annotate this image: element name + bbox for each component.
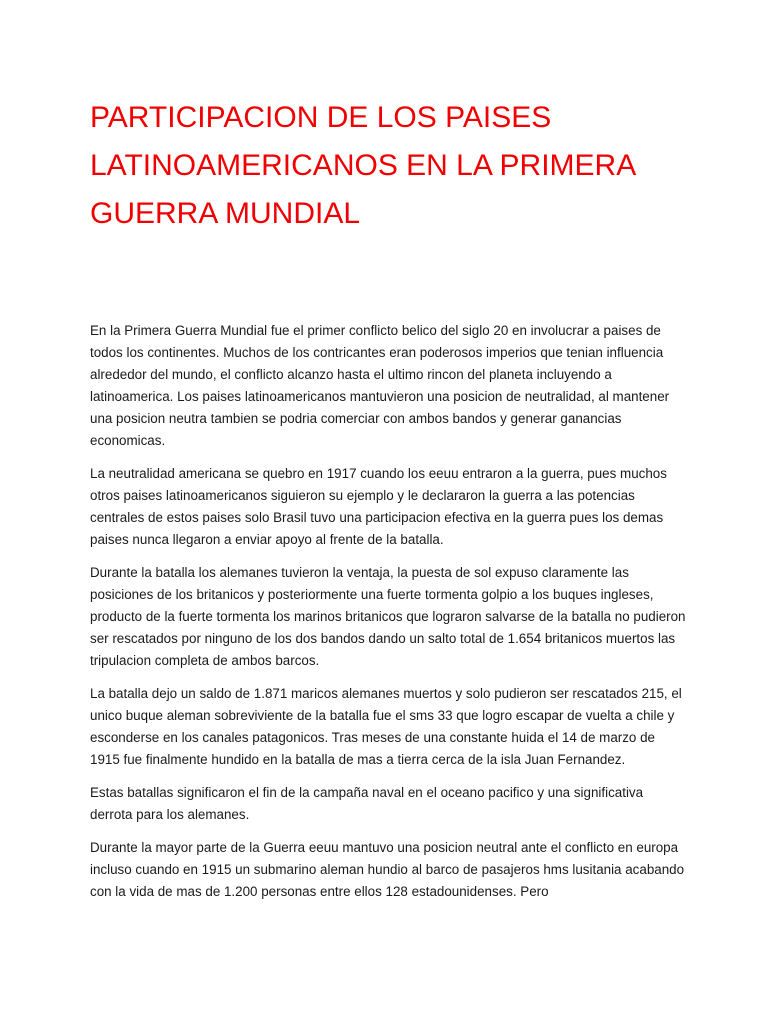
document-title: PARTICIPACION DE LOS PAISES LATINOAMERICANOS EN LA PRIMERA GUERRA MUNDIAL bbox=[90, 101, 635, 230]
document-body bbox=[90, 320, 688, 914]
paragraph: Durante la batalla los alemanes tuvieron la ventaja, la puesta de sol expuso claramente las posiciones de los britanicos y posteriormente una fuerte tormenta golpio a los buques ingleses, producto de la fuerte tormenta los marinos britanicos que lograron salvarse de la batalla no pudieron ser rescatados por ninguno de los dos bandos dando un salto total de 1.654 britanicos muertos las tripulacion completa de ambos barcos. bbox=[90, 565, 686, 668]
paragraph: En la Primera Guerra Mundial fue el primer conflicto belico del siglo 20 en involucrar a paises de todos los continentes. Muchos de los contricantes eran poderosos imperios que tenian influencia alrededor del mundo, el conflicto alcanzo hasta el ultimo rincon del planeta incluyendo a latinoamerica. Los paises latinoamericanos mantuvieron una posicion de neutralidad, al mantener una posicion neutra tambien se podria comerciar con ambos bandos y generar ganancias economicas. bbox=[90, 323, 670, 448]
paragraph: La batalla dejo un saldo de 1.871 maricos alemanes muertos y solo pudieron ser rescatados 215, el unico buque aleman sobreviviente de la batalla fue el sms 33 que logro escapar de vuelta a chile y esconderse en los canales patagonicos. Tras meses de una constante huida el 14 de marzo de 1915 fue finalmente hundido en la batalla de mas a tierra cerca de la isla Juan Fernandez. bbox=[90, 686, 682, 767]
paragraph: Durante la mayor parte de la Guerra eeuu mantuvo una posicion neutral ante el conflicto en europa incluso cuando en 1915 un submarino aleman hundio al barco de pasajeros hms lusitania acabando con la vida de mas de 1.200 personas entre ellos 128 estadounidenses. Pero bbox=[90, 840, 685, 899]
paragraph: La neutralidad americana se quebro en 1917 cuando los eeuu entraron a la guerra, pues muchos otros paises latinoamericanos siguieron su ejemplo y le declararon la guerra a las potencias centrales de estos paises solo Brasil tuvo una participacion efectiva en la guerra pues los demas paises nunca llegaron a enviar apoyo al frente de la batalla. bbox=[90, 466, 667, 547]
paragraph: Estas batallas significaron el fin de la campaña naval en el oceano pacifico y una significativa derrota para los alemanes. bbox=[90, 785, 644, 822]
